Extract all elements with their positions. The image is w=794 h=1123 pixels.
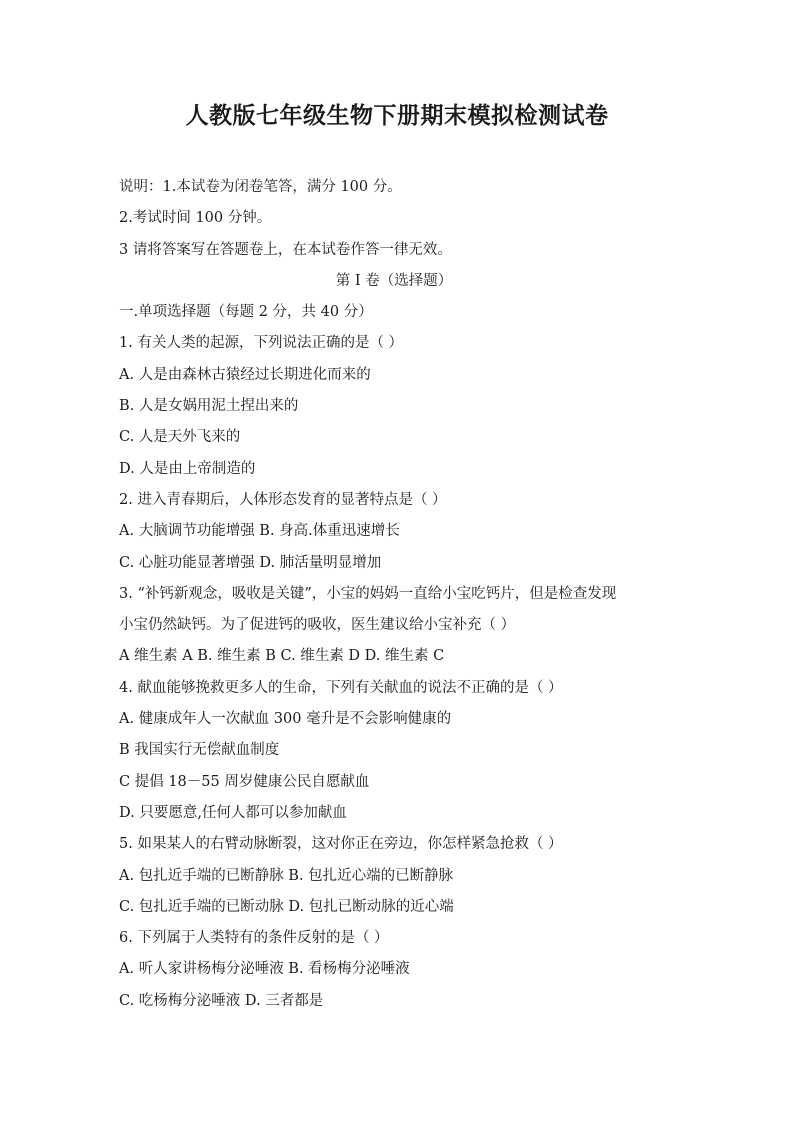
- question-2-options-ab: A. 大脑调节功能增强 B. 身高.体重迅速增长: [119, 523, 400, 540]
- question-1-option-b: B. 人是女娲用泥土捏出来的: [119, 398, 299, 415]
- question-1-option-d: D. 人是由上帝制造的: [119, 460, 256, 477]
- section-heading: 一.单项选择题（每题 2 分，共 40 分）: [119, 304, 373, 321]
- question-1-option-c: C. 人是天外飞来的: [119, 429, 241, 446]
- question-5-options-ab: A. 包扎近手端的已断静脉 B. 包扎近心端的已断静脉: [119, 867, 454, 884]
- instructions-line-2: 2.考试时间 100 分钟。: [119, 210, 272, 227]
- instructions-line-3: 3 请将答案写在答题卷上，在本试卷作答一律无效。: [119, 241, 452, 258]
- question-3-continued: 小宝仍然缺钙。为了促进钙的吸收，医生建议给小宝补充（ ）: [119, 617, 516, 634]
- question-2-options-cd: C. 心脏功能显著增强 D. 肺活量明显增加: [119, 554, 382, 571]
- volume-heading: 第 I 卷（选择题）: [335, 272, 453, 289]
- question-3-options: A 维生素 A B. 维生素 B C. 维生素 D D. 维生素 C: [119, 648, 445, 665]
- instructions-line-1: 说明：1.本试卷为闭卷笔答，满分 100 分。: [119, 179, 402, 195]
- exam-body: [119, 172, 679, 1017]
- question-2: 2. 进入青春期后，人体形态发育的显著特点是（ ）: [119, 491, 447, 508]
- question-5: 5. 如果某人的右臂动脉断裂，这对你正在旁边，你怎样紧急抢救（ ）: [119, 836, 563, 853]
- question-6-options-ab: A. 听人家讲杨梅分泌唾液 B. 看杨梅分泌唾液: [119, 961, 410, 978]
- question-4-option-a: A. 健康成年人一次献血 300 毫升是不会影响健康的: [119, 711, 452, 728]
- question-4-option-b: B 我国实行无偿献血制度: [119, 742, 280, 759]
- question-6-options-cd: C. 吃杨梅分泌唾液 D. 三者都是: [119, 992, 324, 1009]
- exam-title: 人教版七年级生物下册期末模拟检测试卷: [185, 102, 609, 129]
- question-1-option-a: A. 人是由森林古猿经过长期进化而来的: [119, 366, 371, 383]
- question-3: 3. “补钙新观念，吸收是关键”，小宝的妈妈一直给小宝吃钙片，但是检查发现: [119, 585, 617, 602]
- question-4-option-d: D. 只要愿意,任何人都可以参加献血: [119, 804, 347, 821]
- question-1: 1. 有关人类的起源，下列说法正确的是（ ）: [119, 335, 404, 352]
- question-6: 6. 下列属于人类特有的条件反射的是（ ）: [119, 930, 389, 947]
- question-5-options-cd: C. 包扎近手端的已断动脉 D. 包扎已断动脉的近心端: [119, 898, 454, 915]
- question-4-option-c: C 提倡 18－55 周岁健康公民自愿献血: [119, 773, 370, 790]
- question-4: 4. 献血能够挽救更多人的生命，下列有关献血的说法不正确的是（ ）: [119, 679, 563, 696]
